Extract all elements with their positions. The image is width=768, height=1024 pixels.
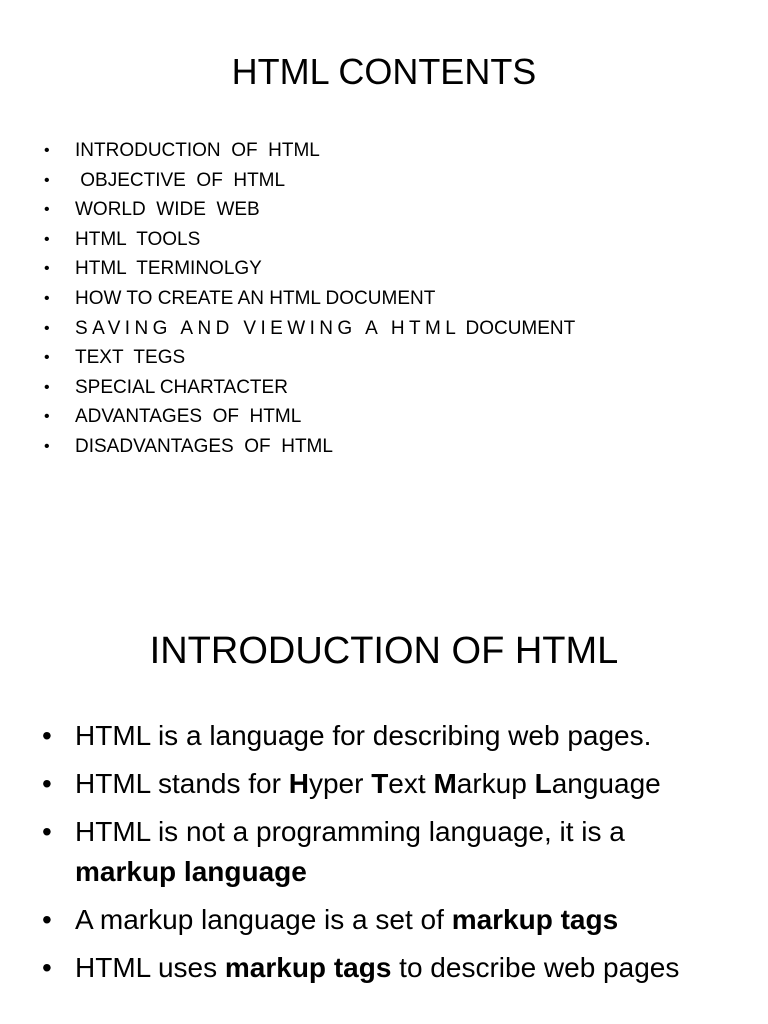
list-item: • HTML uses markup tags to describe web pages [42, 948, 725, 988]
list-item: • HTML is a language for describing web pages. [42, 716, 725, 756]
list-item: • WORLD WIDE WEB [44, 195, 575, 225]
bullet-icon: • [44, 142, 50, 159]
list-item: • HTML TERMINOLGY [44, 254, 575, 284]
bullet-icon: • [42, 816, 52, 847]
list-item: • HTML is not a programming language, it is a markup language [42, 812, 725, 892]
bullet-icon: • [42, 952, 52, 983]
introduction-list [42, 716, 725, 996]
introduction-title: INTRODUCTION OF HTML [149, 630, 619, 672]
list-item: • INTRODUCTION OF HTML [44, 136, 575, 166]
bullet-icon: • [44, 230, 50, 248]
list-item: • OBJECTIVE OF HTML [44, 166, 575, 196]
bullet-icon: • [42, 904, 52, 935]
bullet-icon: • [42, 720, 52, 751]
bullet-icon: • [42, 768, 52, 799]
bullet-icon: • [44, 171, 50, 189]
contents-list [44, 136, 575, 462]
introduction-slide [0, 590, 768, 1024]
list-item: • HTML TOOLS [44, 225, 575, 255]
list-item: • DISADVANTAGES OF HTML [44, 432, 575, 462]
list-item: • SPECIAL CHARTACTER [44, 373, 575, 403]
bullet-icon: • [44, 289, 50, 307]
list-item: • TEXT TEGS [44, 343, 575, 373]
bullet-icon: • [44, 260, 50, 278]
bullet-icon: • [44, 319, 50, 337]
list-item: • HTML stands for Hyper Text Markup Language [42, 764, 725, 804]
bullet-icon: • [44, 201, 50, 219]
contents-title: HTML CONTENTS [231, 51, 537, 92]
bullet-icon: • [44, 408, 50, 426]
bullet-icon: • [44, 349, 50, 367]
list-item: • A markup language is a set of markup tags [42, 900, 725, 940]
bullet-icon: • [44, 437, 50, 455]
spaced-text: SAVING AND VIEWING A HTML [75, 317, 461, 339]
list-item: • SAVING AND VIEWING A HTML DOCUMENT [44, 314, 575, 344]
bullet-icon: • [44, 378, 50, 396]
list-item: • ADVANTAGES OF HTML [44, 402, 575, 432]
list-item: • HOW TO CREATE AN HTML DOCUMENT [44, 284, 575, 314]
